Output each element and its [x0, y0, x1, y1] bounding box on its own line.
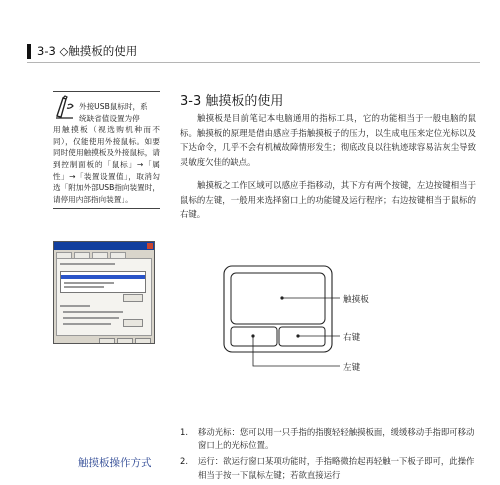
side-heading: 触摸板操作方式 — [78, 457, 152, 469]
header-title: 3-3 ◇触摸板的使用 — [37, 44, 138, 58]
mouse-properties-screenshot — [53, 241, 155, 344]
screenshot-text-line — [64, 286, 104, 288]
right-key — [279, 327, 325, 346]
screenshot-footer — [54, 336, 154, 344]
screenshot-button — [135, 338, 151, 344]
touchpad-diagram — [180, 262, 400, 382]
screenshot-button — [117, 338, 133, 344]
touchpad-label: 触摸板 — [343, 295, 369, 305]
page-header — [27, 43, 137, 59]
note-box — [53, 91, 160, 209]
steps-list — [180, 426, 480, 485]
step-text: 运行：欲运行窗口某项功能时，手指略微抬起再轻触一下板子即可，此操作相当于按一下鼠标左键；若欲直接运行 — [198, 456, 475, 480]
screenshot-text-line — [63, 311, 123, 313]
right-key-label: 右键 — [343, 333, 361, 343]
paragraph-intro: 触摸板是目前笔记本电脑通用的指标工具，它的功能相当于一般电脑的鼠标。触摸板的原理是借由感应手指触摸板子的压力，以生成电压来定位光标以及下达命令，几乎不会有机械故障情形发生；彻底改良以往轨迹球容易沾灰尘导致灵敏度欠佳的缺点。 — [180, 113, 476, 167]
note-line-2: 统缺省值设置为停 — [79, 113, 140, 123]
screenshot-text-line — [63, 323, 111, 325]
screenshot-panel — [56, 258, 152, 336]
left-key-label: 左键 — [343, 363, 361, 373]
screenshot-text-line — [60, 305, 90, 307]
screenshot-button — [99, 338, 115, 344]
step-number: 2. — [180, 456, 188, 467]
note-top-rule — [53, 91, 160, 92]
screenshot-text-line — [63, 317, 119, 319]
note-body: 用触摸板（视选购机种而不同），仅能使用外接鼠标。如要同时使用触摸板及外接鼠标，请到控制面板的「鼠标」→「属性」→「装置设置值」，取消勾选「附加外部USB指向装置时，请停用内部指向装置」。 — [53, 125, 160, 204]
screenshot-selected-row — [61, 275, 145, 279]
screenshot-text-line — [60, 263, 115, 265]
note-line-1: 外接USB鼠标时，系 — [79, 102, 148, 111]
screenshot-device-list — [60, 271, 146, 293]
screenshot-button — [123, 319, 143, 327]
list-item — [180, 455, 480, 481]
touchpad-drawing — [180, 262, 400, 382]
section-title: 3-3 触摸板的使用 — [180, 94, 284, 109]
screenshot-button — [123, 294, 143, 302]
screenshot-tabs — [54, 250, 154, 258]
screenshot-titlebar — [54, 242, 154, 250]
close-icon — [147, 243, 153, 249]
note-bottom-rule — [53, 208, 160, 209]
step-number: 1. — [180, 427, 188, 437]
screenshot-text-line — [64, 282, 114, 284]
step-text: 移动光标：您可以用一只手指的指腹轻轻触摸板面，缓缓移动手指即可移动窗口上的光标位置。 — [198, 427, 475, 451]
header-rule — [27, 62, 480, 63]
touchpad-surface — [231, 273, 325, 324]
paragraph-buttons: 触摸板之工作区域可以感应手指移动，其下方有两个按键，左边按键相当于鼠标的左键，一般用来选择窗口上的功能键及运行程序；右边按键相当于鼠标的右键。 — [180, 180, 476, 220]
pen-writing-note-icon — [54, 95, 76, 119]
list-item — [180, 426, 480, 452]
header-marker — [27, 44, 31, 59]
